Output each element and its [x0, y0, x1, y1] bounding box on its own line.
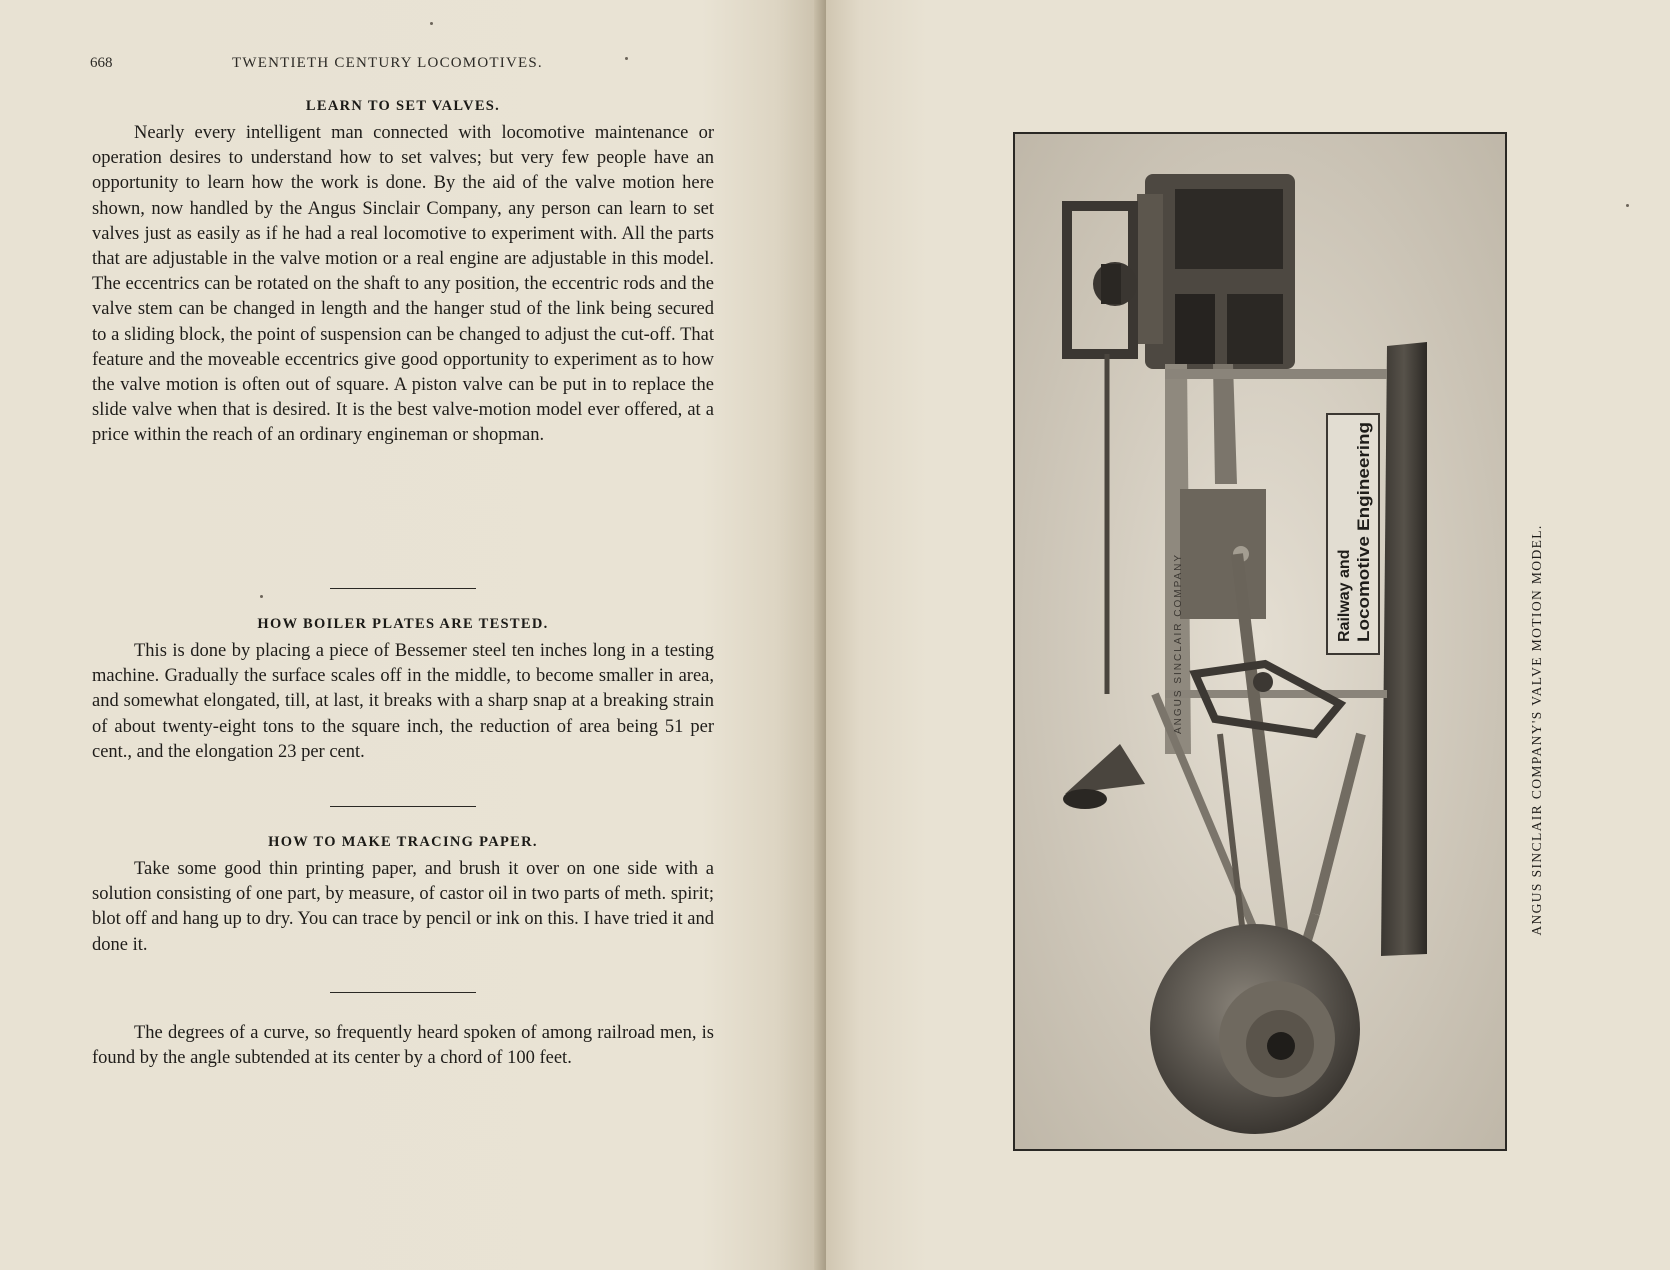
- section-boiler-plates: [92, 616, 714, 765]
- section-tracing-paper: [92, 834, 714, 958]
- section-divider: [330, 588, 476, 589]
- sign-line-2: Locomotive Engineering: [1354, 443, 1373, 642]
- paper-speck: [625, 57, 628, 60]
- base-board: [1381, 342, 1427, 956]
- paper-speck: [430, 22, 433, 25]
- paper-speck: [1626, 204, 1629, 207]
- section-body: Take some good thin printing paper, and brush it over on one side with a solution consisting of one part, by measure, of castor oil in two parts of meth. spirit; blot off and hang up to dry. You can trace by pencil or ink on this. I have tried it and done it.: [92, 859, 714, 955]
- left-page: [0, 0, 826, 1270]
- paper-speck: [260, 595, 263, 598]
- sign-line-1: Railway and: [1336, 549, 1353, 642]
- section-body: This is done by placing a piece of Bessemer steel ten inches long in a testing machine. Gradually the surface scales off in the middle, to become smaller in area, and somewhat elongated, till, at last, it breaks with a sharp snap at a breaking strain of about twenty-eight tons to the square inch, the reduction of area being 51 per cent., and the elongation 23 per cent.: [92, 641, 714, 762]
- page-number: 668: [90, 55, 113, 71]
- frame-lettering: ANGUS SINCLAIR COMPANY: [1173, 552, 1184, 734]
- section-heading: HOW BOILER PLATES ARE TESTED.: [257, 616, 549, 632]
- section-heading: HOW TO MAKE TRACING PAPER.: [268, 834, 538, 850]
- valve-motion-model-plate: [1013, 132, 1507, 1151]
- railway-locomotive-engineering-sign: [1327, 414, 1379, 654]
- section-learn-to-set-valves: [92, 98, 714, 449]
- section-divider: [330, 806, 476, 807]
- running-head: [90, 55, 724, 77]
- valve-motion-model-photo: [1015, 134, 1505, 1149]
- running-head-title: TWENTIETH CENTURY LOCOMOTIVES.: [232, 55, 543, 71]
- plate-caption-text: ANGUS SINCLAIR COMPANY'S VALVE MOTION MODEL.: [1529, 524, 1544, 936]
- section-divider: [330, 992, 476, 993]
- section-body: Nearly every intelligent man connected with locomotive maintenance or operation desires to understand how to set valves; but very few people have an opportunity to learn how the work is done. By the aid of the valve motion here shown, now handled by the Angus Sinclair Company, any person can learn to set valves just as easily as if he had a real locomotive to experiment with. All the parts that are adjustable in the valve motion or a real engine are adjustable in this model. The eccentrics can be rotated on the shaft to any position, the eccentric rods and the valve stem can be changed in length and the hanger stud of the link being secured to a sliding block, the point of suspension can be changed to adjust the cut-off. That feature and the moveable eccentrics give good opportunity to experiment as to how the valve motion is often out of square. A piston valve can be put in to replace the slide valve when that is desired. It is the best valve-motion model ever offered, at a price within the reach of an ordinary engineman or shopman.: [92, 123, 714, 446]
- closing-note: [92, 1021, 714, 1071]
- closing-paragraph: The degrees of a curve, so frequently heard spoken of among railroad men, is found by the angle subtended at its center by a chord of 100 feet.: [92, 1023, 714, 1069]
- section-heading: LEARN TO SET VALVES.: [305, 98, 501, 114]
- crosshead: [1180, 489, 1266, 619]
